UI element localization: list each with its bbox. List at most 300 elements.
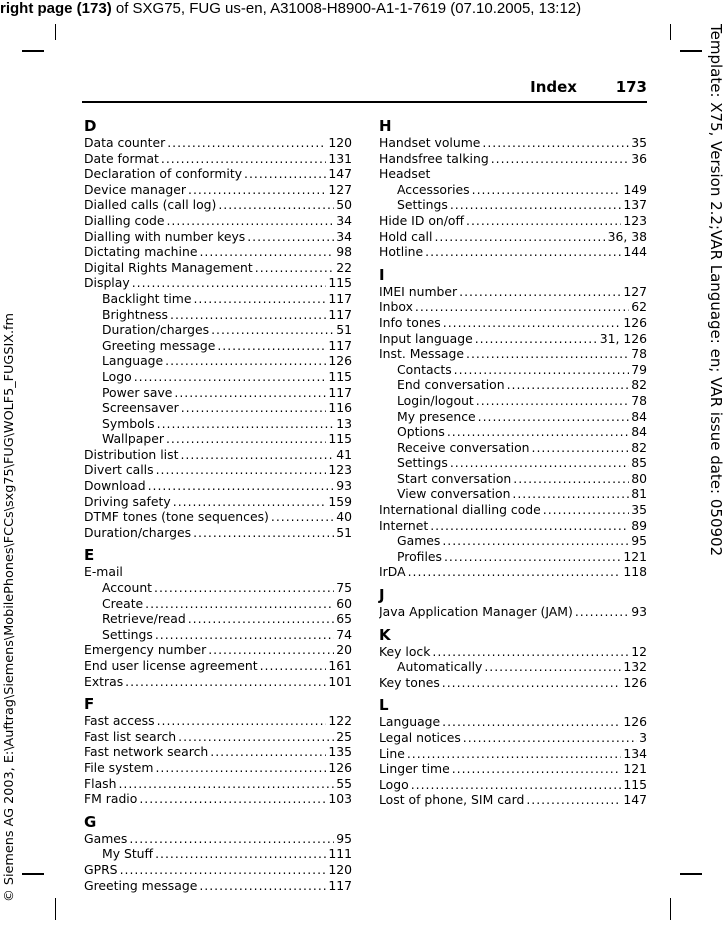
dot-leader — [444, 549, 621, 565]
index-entry — [84, 275, 352, 291]
entry-text: Language — [379, 714, 441, 730]
entry-text: Create — [102, 595, 144, 611]
entry-page-number: 123 — [328, 462, 352, 478]
entry-text: Dictating machine — [84, 244, 198, 260]
entry-page-number: 103 — [328, 791, 352, 807]
dot-leader — [532, 440, 630, 456]
entry-page-number: 51 — [336, 524, 352, 540]
entry-page-number: 117 — [328, 337, 352, 353]
entry-text: Data counter — [84, 135, 166, 150]
entry-text: Login/logout — [397, 392, 474, 408]
dot-leader — [415, 299, 629, 315]
index-entry — [379, 213, 647, 229]
dot-leader — [148, 478, 335, 494]
entry-page-number: 111 — [328, 846, 352, 862]
entry-page-number: 147 — [623, 792, 647, 808]
index-letter-heading: K — [379, 625, 391, 644]
crop-mark — [22, 50, 44, 52]
entry-text: Flash — [84, 775, 117, 791]
index-entry — [84, 244, 352, 260]
entry-page-number: 149 — [623, 181, 647, 197]
entry-text: Key tones — [379, 674, 440, 690]
entry-text: DTMF tones (tone sequences) — [84, 509, 269, 525]
index-subentry — [379, 182, 647, 198]
dot-leader — [165, 353, 326, 369]
index-entry — [379, 675, 647, 691]
dot-leader — [512, 486, 629, 502]
index-entry — [379, 135, 647, 151]
entry-page-number: 126 — [623, 314, 647, 330]
entry-page-number: 74 — [336, 626, 352, 642]
entry-text: Games — [84, 830, 128, 846]
entry-text: Receive conversation — [397, 439, 530, 455]
dot-leader — [157, 713, 327, 729]
index-entry — [84, 744, 352, 760]
entry-text: Retrieve/read — [102, 611, 186, 627]
entry-page-number: 126 — [623, 714, 647, 730]
entry-text: View conversation — [397, 486, 511, 502]
index-subentry — [84, 416, 352, 432]
entry-text: Fast list search — [84, 728, 177, 744]
entry-page-number: 75 — [336, 580, 352, 596]
entry-page-number: 122 — [328, 713, 352, 729]
index-entry — [84, 862, 352, 878]
print-info-line — [0, 0, 726, 20]
index-subentry — [84, 400, 352, 416]
entry-text: Input language — [379, 330, 473, 346]
dot-leader — [155, 760, 326, 776]
entry-page-number: 78 — [631, 346, 647, 362]
entry-page-number: 115 — [328, 368, 352, 384]
entry-page-number: 84 — [631, 408, 647, 424]
copyright-text: © Siemens AG 2003, E:\Auftrag\Siemens\MobilePhones\FCCs\sxg75\FUG\WOLF5_FUGSIX.fm — [2, 312, 17, 902]
index-entry — [84, 674, 352, 690]
dot-leader — [181, 400, 327, 416]
entry-page-number: 144 — [623, 244, 647, 260]
entry-text: Accessories — [397, 181, 470, 197]
index-subentry — [379, 197, 647, 213]
index-letter-heading: F — [84, 695, 95, 714]
dot-leader — [466, 213, 621, 229]
index-entry — [84, 760, 352, 776]
dot-leader — [167, 135, 326, 151]
print-info-rest: of SXG75, FUG us-en, A31008-H8900-A1-1-7619 (07.10.2005, 13:12) — [111, 0, 582, 17]
entry-page-number: 101 — [328, 673, 352, 689]
index-entry — [84, 658, 352, 674]
dot-leader — [170, 307, 326, 323]
entry-text: Declaration of conformity — [84, 166, 243, 182]
dot-leader — [484, 659, 621, 675]
dot-leader — [459, 284, 621, 300]
index-subentry — [84, 369, 352, 385]
entry-page-number: 93 — [336, 478, 352, 494]
entry-text: Download — [84, 478, 146, 494]
entry-page-number: 123 — [623, 212, 647, 228]
dot-leader — [120, 862, 327, 878]
dot-leader — [475, 331, 598, 347]
index-entry — [84, 447, 352, 463]
entry-page-number: 127 — [623, 283, 647, 299]
index-entry — [379, 777, 647, 793]
entry-text: IMEI number — [379, 283, 458, 299]
index-entry — [379, 244, 647, 260]
entry-text: International dialling code — [379, 502, 541, 518]
index-entry — [379, 166, 647, 182]
entry-text: Account — [102, 580, 153, 596]
dot-leader — [134, 369, 327, 385]
index-subentry — [84, 627, 352, 643]
index-entry — [84, 151, 352, 167]
entry-page-number: 40 — [336, 509, 352, 525]
dot-leader — [407, 746, 622, 762]
dot-leader — [188, 182, 326, 198]
dot-leader — [217, 338, 326, 354]
index-subentry — [379, 362, 647, 378]
entry-text: Wallpaper — [102, 431, 164, 447]
index-subentry — [84, 846, 352, 862]
entry-page-number: 115 — [328, 431, 352, 447]
dot-leader — [173, 494, 327, 510]
index-entry — [84, 260, 352, 276]
index-entry — [84, 509, 352, 525]
entry-text: Duration/charges — [84, 524, 192, 540]
page-header — [82, 78, 647, 104]
index-entry — [379, 151, 647, 167]
entry-text: Fast network search — [84, 744, 209, 760]
entry-page-number: 34 — [336, 228, 352, 244]
entry-page-number: 36 — [631, 150, 647, 166]
dot-leader — [260, 658, 327, 674]
entry-text: GPRS — [84, 861, 118, 877]
dot-leader — [452, 761, 622, 777]
entry-page-number: 117 — [328, 290, 352, 306]
dot-leader — [450, 197, 622, 213]
entry-page-number: 117 — [328, 384, 352, 400]
entry-page-number: 31, 126 — [599, 330, 647, 346]
entry-page-number: 118 — [623, 564, 647, 580]
entry-text: Power save — [102, 384, 173, 400]
index-subentry — [379, 409, 647, 425]
index-entry — [379, 315, 647, 331]
index-subentry — [84, 322, 352, 338]
entry-page-number: 132 — [623, 659, 647, 675]
index-subentry — [379, 471, 647, 487]
entry-page-number: 84 — [631, 424, 647, 440]
entry-page-number: 79 — [631, 361, 647, 377]
dot-leader — [432, 644, 629, 660]
entry-page-number: 25 — [336, 728, 352, 744]
crop-mark — [55, 898, 56, 920]
entry-page-number: 120 — [328, 135, 352, 150]
entry-text: Symbols — [102, 415, 155, 431]
entry-page-number: 81 — [631, 486, 647, 502]
entry-text: Extras — [84, 673, 124, 689]
entry-text: My Stuff — [102, 846, 154, 862]
entry-page-number: 134 — [623, 745, 647, 761]
index-subentry — [379, 377, 647, 393]
entry-text: Driving safety — [84, 493, 171, 509]
entry-text: Settings — [102, 626, 153, 642]
index-subentry — [379, 455, 647, 471]
entry-page-number: 82 — [631, 439, 647, 455]
entry-page-number: 135 — [328, 744, 352, 760]
entry-page-number: 3 — [639, 730, 647, 745]
dot-leader — [193, 525, 334, 541]
index-subentry — [379, 424, 647, 440]
entry-page-number: 127 — [328, 181, 352, 197]
entry-text: Handsfree talking — [379, 150, 489, 166]
entry-text: Logo — [379, 776, 409, 792]
index-subentry — [84, 291, 352, 307]
dot-leader — [244, 166, 326, 182]
index-entry — [84, 564, 352, 580]
dot-leader — [139, 791, 326, 807]
index-subentry — [84, 353, 352, 369]
dot-leader — [157, 416, 335, 432]
entry-page-number: 12 — [631, 643, 647, 659]
dot-leader — [161, 151, 326, 167]
entry-text: Fast access — [84, 713, 155, 729]
crop-mark — [680, 50, 702, 52]
index-subentry — [379, 486, 647, 502]
entry-page-number: 121 — [623, 548, 647, 564]
dot-leader — [507, 377, 630, 393]
dot-leader — [218, 197, 334, 213]
entry-page-number: 131 — [328, 150, 352, 166]
index-entry — [84, 831, 352, 847]
entry-text: Digital Rights Management — [84, 259, 253, 275]
index-entry — [379, 730, 647, 746]
index-subentry — [379, 659, 647, 675]
entry-page-number: 34 — [336, 212, 352, 228]
crop-mark — [55, 24, 56, 40]
dot-leader — [476, 393, 629, 409]
entry-page-number: 51 — [336, 322, 352, 338]
entry-page-number: 35 — [631, 135, 647, 150]
index-letter-heading: G — [84, 812, 97, 831]
entry-text: Profiles — [397, 548, 442, 564]
print-info-bold: right page (173) — [0, 0, 112, 17]
dot-leader — [154, 580, 334, 596]
entry-page-number: 98 — [336, 244, 352, 260]
index-entry — [84, 166, 352, 182]
entry-text: Hold call — [379, 228, 433, 244]
entry-text: Dialled calls (call log) — [84, 197, 217, 213]
entry-page-number: 41 — [336, 446, 352, 462]
entry-page-number: 85 — [631, 455, 647, 471]
index-entry — [379, 299, 647, 315]
entry-text: E-mail — [84, 564, 123, 580]
entry-text: Distribution list — [84, 446, 179, 462]
dot-leader — [450, 455, 629, 471]
dot-leader — [442, 675, 622, 691]
template-text: Template: X75, Version 2.2;VAR Language: en; VAR issue date: 050902 — [707, 24, 725, 557]
dot-leader — [443, 315, 622, 331]
entry-page-number: 93 — [631, 604, 647, 620]
entry-text: Duration/charges — [102, 322, 210, 338]
dot-leader — [156, 462, 327, 478]
dot-leader — [125, 674, 326, 690]
index-subentry — [84, 307, 352, 323]
entry-text: End conversation — [397, 377, 505, 393]
page-number: 173 — [615, 78, 647, 96]
dot-leader — [408, 564, 622, 580]
index-subentry — [84, 596, 352, 612]
entry-text: Dialling code — [84, 212, 165, 228]
entry-text: Automatically — [397, 659, 483, 675]
dot-leader — [210, 744, 326, 760]
dot-leader — [155, 627, 334, 643]
entry-text: Java Application Manager (JAM) — [379, 604, 573, 620]
entry-text: Inbox — [379, 299, 413, 315]
dot-leader — [454, 362, 630, 378]
dot-leader — [199, 878, 326, 894]
entry-page-number: 13 — [336, 415, 352, 431]
entry-text: Greeting message — [84, 877, 198, 893]
index-subentry — [84, 338, 352, 354]
entry-text: Headset — [379, 166, 431, 182]
entry-page-number: 80 — [631, 470, 647, 486]
index-subentry — [84, 385, 352, 401]
entry-page-number: 89 — [631, 517, 647, 533]
dot-leader — [482, 135, 629, 151]
entry-page-number: 62 — [631, 299, 647, 315]
dot-leader — [425, 244, 621, 260]
entry-page-number: 78 — [631, 392, 647, 408]
dot-leader — [447, 424, 629, 440]
dot-leader — [478, 409, 630, 425]
entry-text: Internet — [379, 517, 429, 533]
index-subentry — [84, 431, 352, 447]
dot-leader — [180, 447, 334, 463]
index-entry — [84, 642, 352, 658]
dot-leader — [129, 831, 334, 847]
entry-page-number: 116 — [328, 400, 352, 416]
entry-text: Date format — [84, 150, 159, 166]
entry-page-number: 95 — [631, 533, 647, 549]
entry-text: Emergency number — [84, 642, 207, 658]
entry-page-number: 115 — [328, 275, 352, 291]
dot-leader — [434, 229, 605, 245]
dot-leader — [166, 213, 334, 229]
entry-text: Linger time — [379, 761, 450, 777]
dot-leader — [208, 642, 334, 658]
index-entry — [84, 713, 352, 729]
index-entry — [379, 761, 647, 777]
entry-text: Settings — [397, 197, 448, 213]
entry-page-number: 121 — [623, 761, 647, 777]
index-entry — [84, 135, 352, 151]
entry-text: FM radio — [84, 791, 138, 807]
dot-leader — [271, 509, 334, 525]
dot-leader — [155, 846, 326, 862]
entry-text: Display — [84, 275, 130, 291]
dot-leader — [472, 182, 622, 198]
entry-text: End user license agreement — [84, 658, 258, 673]
entry-text: Key lock — [379, 643, 431, 659]
index-letter-heading: J — [379, 586, 385, 605]
entry-text: Device manager — [84, 181, 187, 197]
entry-page-number: 126 — [623, 674, 647, 690]
entry-text: Language — [102, 353, 164, 369]
entry-page-number: 115 — [623, 776, 647, 792]
entry-page-number: 120 — [328, 861, 352, 877]
dot-leader — [145, 596, 334, 612]
entry-text: Screensaver — [102, 400, 179, 416]
entry-text: Start conversation — [397, 470, 512, 486]
entry-page-number: 137 — [623, 197, 647, 213]
index-entry — [379, 644, 647, 660]
entry-text: Settings — [397, 455, 448, 471]
dot-leader — [513, 471, 629, 487]
index-entry — [84, 729, 352, 745]
index-entry — [84, 525, 352, 541]
index-entry — [379, 284, 647, 300]
index-subentry — [84, 611, 352, 627]
entry-page-number: 55 — [336, 775, 352, 791]
index-entry — [379, 229, 647, 245]
index-entry — [84, 182, 352, 198]
index-entry — [379, 502, 647, 518]
index-entry — [379, 714, 647, 730]
crop-mark — [22, 873, 44, 875]
index-entry — [379, 331, 647, 347]
index-letter-heading: D — [84, 117, 97, 135]
entry-text: File system — [84, 759, 154, 775]
entry-page-number: 95 — [336, 830, 352, 846]
dot-leader — [466, 346, 629, 362]
entry-page-number: 117 — [328, 877, 352, 893]
crop-mark — [680, 873, 702, 875]
entry-page-number: 36, 38 — [607, 228, 647, 244]
entry-page-number: 161 — [328, 658, 352, 673]
index-column-right — [379, 118, 647, 808]
dot-leader — [118, 776, 334, 792]
index-entry — [379, 604, 647, 620]
index-subentry — [379, 533, 647, 549]
dot-leader — [526, 792, 621, 808]
entry-text: Contacts — [397, 361, 452, 377]
entry-text: Inst. Message — [379, 346, 465, 362]
entry-text: Backlight time — [102, 290, 192, 306]
entry-page-number: 60 — [336, 595, 352, 611]
entry-page-number: 126 — [328, 353, 352, 369]
dot-leader — [543, 502, 629, 518]
dot-leader — [174, 385, 326, 401]
entry-page-number: 147 — [328, 166, 352, 182]
index-entry — [84, 878, 352, 894]
dot-leader — [411, 777, 622, 793]
index-subentry — [379, 393, 647, 409]
entry-text: Dialling with number keys — [84, 228, 246, 244]
index-entry — [379, 518, 647, 534]
entry-text: Handset volume — [379, 135, 481, 150]
dot-leader — [463, 730, 637, 746]
index-entry — [84, 213, 352, 229]
index-letter-heading: H — [379, 117, 392, 135]
index-subentry — [84, 580, 352, 596]
entry-page-number: 82 — [631, 377, 647, 393]
dot-leader — [491, 151, 630, 167]
entry-text: Divert calls — [84, 462, 154, 478]
dot-leader — [247, 229, 334, 245]
dot-leader — [188, 611, 334, 627]
entry-page-number: 50 — [336, 197, 352, 213]
dot-leader — [442, 714, 621, 730]
entry-text: Lost of phone, SIM card — [379, 792, 525, 808]
header-rule — [82, 101, 647, 103]
entry-page-number: 126 — [328, 759, 352, 775]
